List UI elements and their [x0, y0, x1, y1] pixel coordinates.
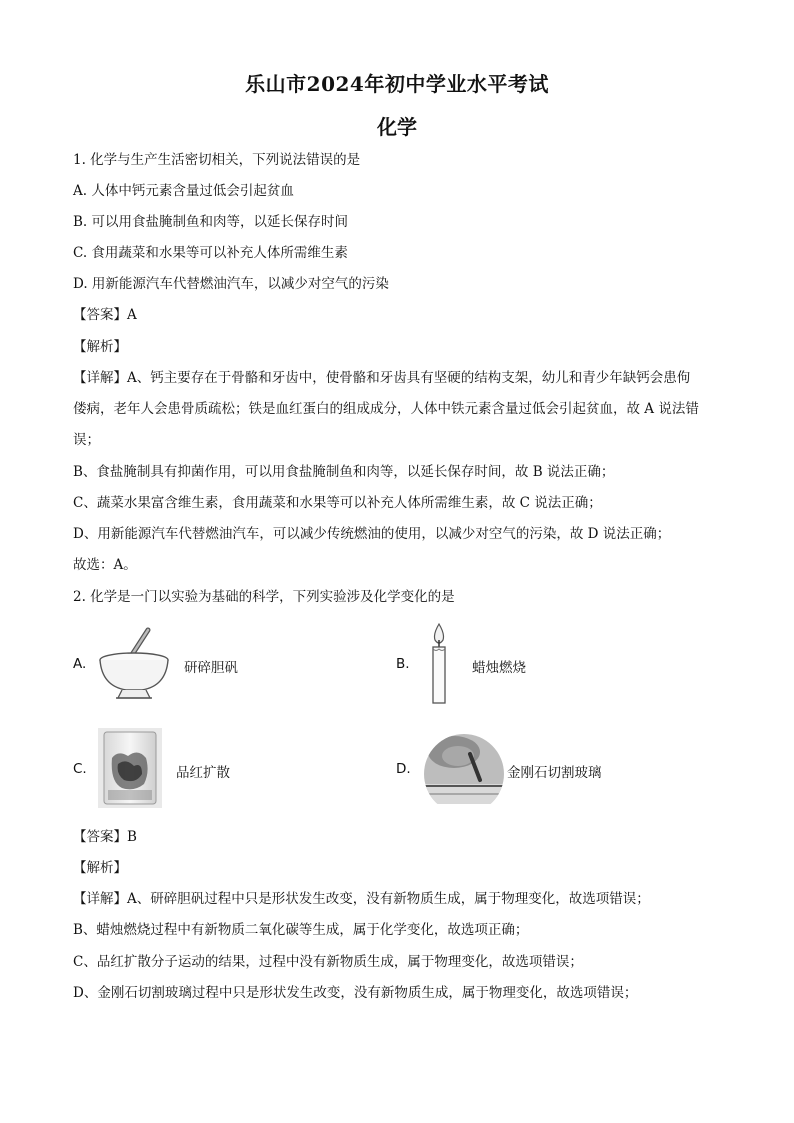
q2-option-d-text: 金刚石切割玻璃 — [507, 765, 602, 781]
q1-detail-line: C、蔬菜水果富含维生素，食用蔬菜和水果等可以补充人体所需维生素，故 C 说法正确； — [73, 495, 602, 511]
q2-detail-line: D、金刚石切割玻璃过程中只是形状发生改变，没有新物质生成，属于物理变化，故选项错误； — [73, 985, 638, 1001]
q1-stem: 1. 化学与生产生活密切相关，下列说法错误的是 — [73, 152, 361, 168]
q1-option-d: D. 用新能源汽车代替燃油汽车，以减少对空气的污染 — [73, 276, 389, 292]
q2-option-a-text: 研碎胆矾 — [184, 660, 238, 676]
q2-option-b-text: 蜡烛燃烧 — [472, 660, 526, 676]
q1-option-b: B. 可以用食盐腌制鱼和肉等，以延长保存时间 — [73, 214, 349, 230]
q1-detail-line: 偻病，老年人会患骨质疏松；铁是血红蛋白的组成成分，人体中铁元素含量过低会引起贫血，故 A 说法错 — [73, 401, 699, 417]
exam-title: 乐山市2024年初中学业水平考试 — [245, 72, 549, 96]
diffusion-beaker-icon — [98, 728, 162, 808]
q1-detail-line: 误； — [73, 432, 100, 448]
q1-answer: 【答案】A — [73, 307, 137, 323]
q2-analysis-heading: 【解析】 — [73, 860, 127, 876]
q2-stem: 2. 化学是一门以实验为基础的科学，下列实验涉及化学变化的是 — [73, 589, 455, 605]
q2-option-b-letter: B. — [396, 656, 410, 672]
mortar-pestle-icon — [96, 624, 172, 704]
q2-detail-line: 【详解】A、研碎胆矾过程中只是形状发生改变，没有新物质生成，属于物理变化，故选项错误； — [73, 891, 650, 907]
q1-analysis-heading: 【解析】 — [73, 339, 127, 355]
q2-answer: 【答案】B — [73, 829, 137, 845]
glass-cutting-icon — [424, 734, 504, 804]
q1-option-a: A. 人体中钙元素含量过低会引起贫血 — [73, 183, 294, 199]
q2-detail-line: C、品红扩散分子运动的结果，过程中没有新物质生成，属于物理变化，故选项错误； — [73, 954, 583, 970]
subject-title: 化学 — [377, 115, 417, 139]
q1-detail-line: 故选：A。 — [73, 557, 137, 573]
q1-option-c: C. 食用蔬菜和水果等可以补充人体所需维生素 — [73, 245, 348, 261]
q1-detail-line: 【详解】A、钙主要存在于骨骼和牙齿中，使骨骼和牙齿具有坚硬的结构支架，幼儿和青少年缺钙会患佝 — [73, 370, 691, 386]
q2-detail-line: B、蜡烛燃烧过程中有新物质二氧化碳等生成，属于化学变化，故选项正确； — [73, 922, 529, 938]
q1-detail-line: D、用新能源汽车代替燃油汽车，可以减少传统燃油的使用，以减少对空气的污染，故 D 说法正确； — [73, 526, 671, 542]
q2-option-c-letter: C. — [73, 761, 87, 777]
q2-option-a-letter: A. — [73, 656, 87, 672]
q2-option-d-letter: D. — [396, 761, 411, 777]
q1-detail-line: B、食盐腌制具有抑菌作用，可以用食盐腌制鱼和肉等，以延长保存时间，故 B 说法正确； — [73, 464, 615, 480]
q2-option-c-text: 品红扩散 — [176, 765, 230, 781]
candle-icon — [424, 622, 454, 706]
